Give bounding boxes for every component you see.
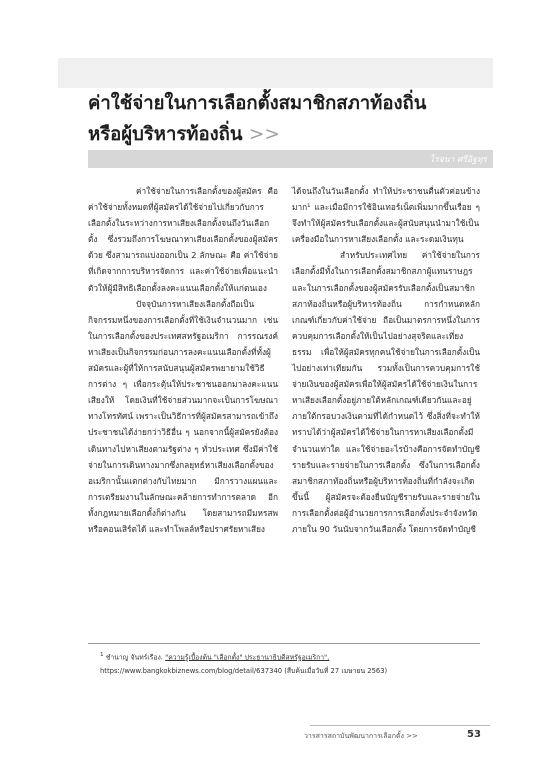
page-title <box>88 88 488 150</box>
paragraph: ปัจจุบันการหาเสียงเลือกตั้งถือเป็นกิจกรรมหนึ่งของการเลือกตั้งที่ใช้เงินจำนวนมาก เช่น ในการเลือกตั้งของประเทศสหรัฐอเมริกา การรณรงค์หาเสียงเป็นกิจกรรมก่อนการลงคะแนนเลือกตั้งที่ทั้งผู้สมัครและผู้ที่ให้การสนับสนุนผู้สมัครพยายามใช้วิธีการต่าง ๆ เพื่อกระตุ้นให้ประชาชนออกมาลงคะแนนเสียงให้ โดยเงินที่ใช้จ่ายส่วนมากจะเป็นการโฆษณาทางโทรทัศน์ เพราะเป็นวิธีการที่ผู้สมัครสามารถเข้าถึงประชาชนได้ง่ายกว่าวิธีอื่น ๆ นอกจากนี้ผู้สมัครยังต้องเดินทางไปหาเสียงตามรัฐต่าง ๆ ทั่วประเทศ ซึ่งมีค่าใช้จ่ายในการเดินทางมากซึ่งกลยุทธ์หาเสียงเลือกตั้งของอเมริกานั้นแตกต่างกับไทยมาก มีการวางแผนและการเตรียมงานในลักษณะคล้ายการทำการตลาด อีกทั้งกฎหมายเลือกตั้งก็ต่างกัน โดยสามารถมีมหรสพหรือคอนเสิร์ตได้ และทำโพลล์หรือปราศรัยหาเสียง <box>88 298 278 534</box>
footnote-marker: 1 <box>100 652 104 658</box>
footnote-title: "ความรู้เบื้องต้น "เลือกตั้ง" ประธานาธิบดีสหรัฐอเมริกา", <box>165 653 330 662</box>
footer-journal-name: วารสารสถาบันพัฒนาการเลือกตั้ง >> <box>304 732 418 740</box>
footnote <box>100 648 485 678</box>
footer-divider <box>310 725 490 726</box>
paragraph: ได้จนถึงในวันเลือกตั้ง ทำให้ประชาชนตื่นตัวค่อนข้างมาก¹ และเมื่อมีการใช้อินเทอร์เน็ตเพิ่มมากขึ้นเรื่อย ๆ จึงทำให้ผู้สมัครรับเลือกตั้งและผู้สนับสนุนนำมาใช้เป็นเครื่องมือในการหาเสียงเลือกตั้ง และระดมเงินทุน <box>292 186 480 245</box>
body-column-right <box>292 183 480 537</box>
paragraph: สำหรับประเทศไทย ค่าใช้จ่ายในการเลือกตั้งมีทั้งในการเลือกตั้งสมาชิกสภาผู้แทนราษฎร และในการเลือกตั้งของผู้สมัครรับเลือกตั้งเป็นสมาชิกสภาท้องถิ่นหรือผู้บริหารท้องถิ่น การกำหนดหลักเกณฑ์เกี่ยวกับค่าใช้จ่าย ถือเป็นมาตรการหนึ่งในการควบคุมการเลือกตั้งให้เป็นไปอย่างสุจริตและเที่ยงธรรม เพื่อให้ผู้สมัครทุกคนใช้จ่ายในการเลือกตั้งเป็นไปอย่างเท่าเทียมกัน รวมทั้งเป็นการควบคุมการใช้จ่ายเงินของผู้สมัครเพื่อให้ผู้สมัครได้ใช้จ่ายเงินในการหาเสียงเลือกตั้งอยู่ภายใต้หลักเกณฑ์เดียวกันและอยู่ภายใต้กรอบวงเงินตามที่ได้กำหนดไว้ ซึ่งสิ่งที่จะทำให้ทราบได้ว่าผู้สมัครได้ใช้จ่ายในการหาเสียงเลือกตั้งมีจำนวนเท่าใด และใช้จ่ายอะไรบ้างคือการจัดทำบัญชีรายรับและรายจ่ายในการเลือกตั้ง ซึ่งในการเลือกตั้งสมาชิกสภาท้องถิ่นหรือผู้บริหารท้องถิ่นที่กำลังจะเกิดขึ้นนี้ ผู้สมัครจะต้องยื่นบัญชีรายรับและรายจ่ายในการเลือกตั้งต่อผู้อำนวยการการเลือกตั้งประจำจังหวัดภายใน 90 วันนับจากวันเลือกตั้ง โดยการจัดทำบัญชี <box>292 250 480 534</box>
footnote-citation <box>100 648 485 664</box>
title-arrows: >> <box>248 124 280 145</box>
title-line-2 <box>88 119 488 150</box>
footnote-divider <box>88 643 480 644</box>
body-column-left <box>88 183 278 537</box>
footnote-author: ชำนาญ จันทร์เรือง. <box>105 653 163 662</box>
header-band <box>58 58 493 88</box>
page-number: 53 <box>467 729 481 740</box>
footnote-url: https://www.bangkokbiznews.com/blog/detail/637340 (สืบค้นเมื่อวันที่ 27 เมษายน 2563) <box>100 667 388 676</box>
title-line-1: ค่าใช้จ่ายในการเลือกตั้งสมาชิกสภาท้องถิ่น <box>88 93 427 114</box>
author-name: โรจนา ศรีอิฐทุร <box>429 155 487 165</box>
paragraph: ค่าใช้จ่ายในการเลือกตั้งของผู้สมัคร คือ ค่าใช้จ่ายทั้งหมดที่ผู้สมัครได้ใช้จ่ายไปเกี่ยวกับการเลือกตั้งในระหว่างการหาเสียงเลือกตั้งจนถึงวันเลือกตั้ง ซึ่งรวมถึงการโฆษณาหาเสียงเลือกตั้งของผู้สมัครด้วย ซึ่งสามารถแบ่งออกเป็น 2 ลักษณะ คือ ค่าใช้จ่ายที่เกิดจากการบริหารจัดการ และค่าใช้จ่ายเพื่อแนะนำตัวให้ผู้มีสิทธิเลือกตั้งลงคะแนนเลือกตั้งให้แก่ตนเอง <box>88 186 278 293</box>
author-bar <box>88 150 493 168</box>
title-line-2-text: หรือผู้บริหารท้องถิ่น <box>88 124 243 145</box>
